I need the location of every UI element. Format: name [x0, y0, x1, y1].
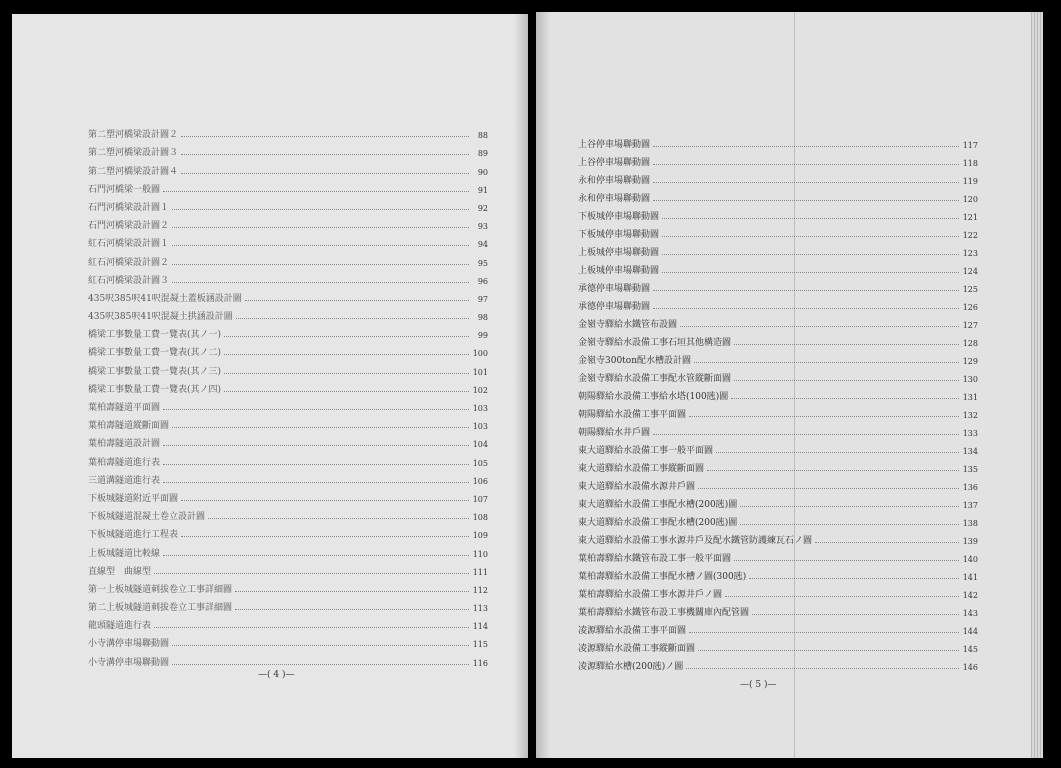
toc-entry-title: 紅石河橋梁設計圖３: [88, 275, 170, 286]
toc-entry-title: 東大道驛給水設備工事配水槽(200瓲)圖: [578, 500, 738, 510]
toc-entry-title: 上板城隧道比較線: [88, 548, 161, 559]
toc-entry-title: 朝陽驛給水井戶圖: [578, 428, 651, 438]
dot-leader: [680, 326, 959, 327]
dot-leader: [172, 209, 469, 210]
toc-entry-title: 上谷停車場聯動圖: [578, 140, 651, 150]
toc-entry: [578, 420, 978, 438]
toc-entry-page: 136: [962, 483, 978, 492]
toc-entry-title: 橋梁工事數量工費一覽表(其ノ二): [88, 348, 222, 359]
toc-entry: [578, 546, 978, 564]
toc-entry: [578, 474, 978, 492]
dot-leader: [172, 427, 469, 428]
toc-entry: [578, 258, 978, 276]
dot-leader: [662, 254, 959, 255]
toc-entry-page: 126: [962, 303, 978, 312]
dot-leader: [181, 136, 469, 137]
toc-entry-page: 127: [962, 321, 978, 330]
toc-entry-page: 94: [477, 240, 488, 250]
toc-entry-title: 第二塑河橋梁設計圖４: [88, 166, 179, 177]
dot-leader: [163, 409, 469, 410]
toc-entry-title: 三道溝隧道進行表: [88, 475, 161, 486]
toc-entry-page: 133: [962, 429, 978, 438]
toc-entry-page: 92: [477, 203, 488, 213]
toc-entry-page: 109: [472, 531, 488, 541]
toc-entry-page: 106: [472, 476, 488, 486]
toc-entry: [88, 268, 488, 286]
toc-entry: [578, 636, 978, 654]
toc-entry-title: 上板城停車場聯動圖: [578, 266, 660, 276]
dot-leader: [653, 290, 959, 291]
toc-entry-page: 117: [962, 141, 978, 150]
toc-entry: [578, 366, 978, 384]
dot-leader: [740, 506, 959, 507]
dot-leader: [181, 154, 469, 155]
dot-leader: [224, 373, 469, 374]
dot-leader: [172, 664, 469, 665]
toc-entry: [88, 559, 488, 577]
toc-entry: [578, 438, 978, 456]
toc-entry: [578, 654, 978, 672]
dot-leader: [734, 380, 959, 381]
toc-entry-title: 東大道驛給水設備工事一般平面圖: [578, 446, 714, 456]
toc-entry: [88, 486, 488, 504]
toc-entry-title: 葉柏壽隧道進行表: [88, 457, 161, 468]
dot-leader: [694, 362, 959, 363]
toc-entry-page: 103: [472, 422, 488, 432]
toc-entry: [578, 276, 978, 294]
toc-entry-page: 112: [472, 585, 488, 595]
toc-entry: [88, 213, 488, 231]
dot-leader: [235, 591, 469, 592]
toc-entry-title: 龍頭隧道進行表: [88, 621, 152, 632]
toc-entry: [578, 348, 978, 366]
dot-leader: [752, 614, 959, 615]
toc-entry-title: 石門河橋梁一般圖: [88, 184, 161, 195]
left-page: [12, 14, 528, 758]
dot-leader: [163, 482, 469, 483]
toc-entry-page: 140: [962, 555, 978, 564]
toc-entry-title: 葉柏壽隧道平面圖: [88, 403, 161, 413]
toc-entry-title: 下板城隧道混凝土卷立設計圖: [88, 512, 206, 523]
toc-entry-page: 115: [472, 640, 488, 650]
toc-entry: [88, 177, 488, 195]
toc-entry-page: 144: [962, 627, 978, 636]
dot-leader: [245, 300, 469, 301]
toc-entry-title: 第二上板城隧道刺拔卷立工事詳細圖: [88, 603, 233, 614]
toc-entry-page: 102: [472, 385, 488, 395]
dot-leader: [181, 173, 469, 174]
toc-entry-title: 小寺溝停車場聯動圖: [88, 639, 170, 650]
toc-entry-title: 下板城隧道附近平面圖: [88, 493, 179, 504]
toc-entry-title: 下板城停車場聯動圖: [578, 230, 660, 240]
toc-entry-title: 葉柏壽驛給水鐵管布設工事機關庫內配管圖: [578, 608, 750, 618]
toc-entry: [578, 402, 978, 420]
toc-entry: [578, 132, 978, 150]
toc-entry: [88, 577, 488, 595]
toc-entry: [578, 528, 978, 546]
toc-entry-title: 葉柏壽驛給水鐵管布設工事一般平面圖: [578, 554, 732, 564]
toc-entry-page: 130: [962, 375, 978, 384]
toc-entry-page: 114: [472, 622, 488, 632]
toc-entry-page: 128: [962, 339, 978, 348]
toc-entry-title: 小寺溝停車場聯動圖: [88, 657, 170, 668]
toc-entry-page: 96: [477, 276, 488, 286]
toc-entry-title: 橋梁工事數量工費一覽表(其ノ三): [88, 366, 222, 377]
toc-entry-page: 110: [472, 549, 488, 559]
dot-leader: [163, 464, 469, 465]
toc-entry-page: 105: [472, 458, 488, 468]
dot-leader: [689, 416, 959, 417]
toc-entry-page: 101: [472, 367, 488, 377]
toc-entry: [88, 231, 488, 249]
toc-entry-page: 139: [962, 537, 978, 546]
toc-entry: [578, 312, 978, 330]
toc-entry: [88, 395, 488, 413]
toc-entry-title: 葉柏壽隧道縱斷面圖: [88, 421, 170, 432]
toc-entry-page: 125: [962, 285, 978, 294]
toc-entry-title: 凌源驛給水槽(200瓲)ノ圖: [578, 662, 684, 672]
toc-entry: [578, 168, 978, 186]
toc-entry-title: 435呎385呎41呎混凝土拱涵設計圖: [88, 312, 233, 323]
toc-entry: [578, 618, 978, 636]
toc-entry: [88, 449, 488, 467]
dot-leader: [698, 650, 959, 651]
toc-entry: [578, 564, 978, 582]
toc-entry-page: 119: [962, 177, 978, 186]
dot-leader: [740, 524, 959, 525]
dot-leader: [815, 542, 959, 543]
right-page-number: —( 5 )—: [740, 680, 777, 690]
dot-leader: [235, 609, 469, 610]
toc-entry: [88, 540, 488, 558]
toc-entry: [88, 249, 488, 267]
toc-entry-page: 131: [962, 393, 978, 402]
toc-entry-title: 葉柏壽驛給水設備工事水源井戶ノ圖: [578, 590, 723, 600]
toc-entry: [88, 468, 488, 486]
toc-entry: [578, 582, 978, 600]
toc-entry-title: 紅石河橋梁設計圖１: [88, 239, 170, 250]
toc-entry: [88, 522, 488, 540]
toc-entry-page: 141: [962, 573, 978, 582]
toc-entry: [578, 222, 978, 240]
toc-entry: [578, 456, 978, 474]
right-spine-shadow: [536, 12, 550, 758]
toc-entry-page: 95: [477, 258, 488, 268]
dot-leader: [653, 164, 959, 165]
toc-entry-page: 137: [962, 501, 978, 510]
toc-entry: [88, 413, 488, 431]
toc-entry-title: 金嶺寺300ton配水槽設計圖: [578, 356, 692, 366]
toc-entry: [88, 286, 488, 304]
toc-entry: [578, 492, 978, 510]
left-spine-shadow: [514, 14, 528, 758]
toc-entry-page: 90: [477, 167, 488, 177]
toc-entry-title: 435呎385呎41呎混凝土蓋板涵設計圖: [88, 293, 242, 304]
toc-entry: [88, 304, 488, 322]
toc-entry-page: 134: [962, 447, 978, 456]
toc-entry-page: 138: [962, 519, 978, 528]
dot-leader: [172, 245, 469, 246]
toc-entry-title: 紅石河橋梁設計圖２: [88, 257, 170, 268]
toc-entry: [88, 613, 488, 631]
book-fore-edge: [1031, 12, 1043, 758]
toc-entry-page: 145: [962, 645, 978, 654]
toc-entry: [578, 600, 978, 618]
toc-entry: [578, 240, 978, 258]
toc-entry-page: 103: [472, 404, 488, 413]
toc-entry-page: 129: [962, 357, 978, 366]
dot-leader: [172, 645, 469, 646]
toc-entry-title: 橋梁工事數量工費一覽表(其ノ四): [88, 384, 222, 395]
toc-entry-title: 承德停車場聯動圖: [578, 284, 651, 294]
dot-leader: [172, 227, 469, 228]
toc-entry-page: 121: [962, 213, 978, 222]
toc-entry-title: 第二塑河橋梁設計圖２: [88, 130, 179, 141]
toc-entry-page: 88: [477, 131, 488, 141]
toc-entry-page: 99: [477, 331, 488, 341]
dot-leader: [725, 596, 959, 597]
dot-leader: [749, 578, 959, 579]
toc-entry-page: 108: [472, 513, 488, 523]
toc-entry: [578, 294, 978, 312]
toc-entry-page: 123: [962, 249, 978, 258]
dot-leader: [716, 452, 959, 453]
toc-entry: [88, 649, 488, 667]
toc-entry-page: 135: [962, 465, 978, 474]
toc-entry: [88, 140, 488, 158]
toc-entry-title: 永和停車場聯動圖: [578, 176, 651, 186]
toc-entry-page: 104: [472, 440, 488, 450]
dot-leader: [172, 264, 469, 265]
toc-entry: [578, 384, 978, 402]
dot-leader: [734, 344, 959, 345]
toc-entry-title: 第一上板城隧道刺拔卷立工事詳細圖: [88, 584, 233, 595]
toc-entry: [88, 595, 488, 613]
toc-entry-title: 金嶺寺驛給水設備工事配水管縱斷面圖: [578, 374, 732, 384]
toc-entry-page: 146: [962, 663, 978, 672]
toc-entry-title: 葉柏壽驛給水設備工事配水槽ノ圖(300瓲): [578, 572, 747, 582]
dot-leader: [163, 191, 469, 192]
dot-leader: [163, 555, 469, 556]
toc-entry-page: 98: [477, 313, 488, 323]
toc-entry-title: 石門河橋梁設計圖１: [88, 202, 170, 213]
dot-leader: [707, 470, 959, 471]
dot-leader: [181, 536, 469, 537]
toc-entry-page: 97: [477, 294, 488, 304]
toc-entry-page: 132: [962, 411, 978, 420]
toc-entry-page: 143: [962, 609, 978, 618]
dot-leader: [653, 200, 959, 201]
toc-entry: [88, 158, 488, 176]
dot-leader: [653, 146, 959, 147]
left-page-number: —( 4 )—: [258, 670, 295, 680]
dot-leader: [236, 318, 469, 319]
toc-entry-title: 上板城停車場聯動圖: [578, 248, 660, 258]
toc-entry-title: 上谷停車場聯動圖: [578, 158, 651, 168]
toc-entry-title: 東大道驛給水設備工事縱斷面圖: [578, 464, 705, 474]
toc-entry-page: 111: [472, 567, 488, 577]
toc-entry-page: 100: [472, 349, 488, 359]
toc-entry: [88, 504, 488, 522]
toc-entry: [88, 195, 488, 213]
dot-leader: [181, 500, 469, 501]
toc-entry-page: 91: [477, 185, 488, 195]
toc-entry-title: 下板城隧道進行工程表: [88, 530, 179, 541]
dot-leader: [208, 518, 469, 519]
toc-entry-page: 93: [477, 222, 488, 232]
toc-entry-title: 東大道驛給水設備工事水源井戶及配水鐵管防護練瓦石ノ圖: [578, 536, 813, 546]
toc-entry-title: 葉柏壽隧道設計圖: [88, 439, 161, 450]
dot-leader: [662, 218, 959, 219]
dot-leader: [662, 272, 959, 273]
dot-leader: [662, 236, 959, 237]
toc-entry-title: 直線型 曲線型: [88, 566, 152, 577]
toc-entry-title: 下板城停車場聯動圖: [578, 212, 660, 222]
toc-entry-title: 東大道驛給水設備工事配水槽(200瓲)圖: [578, 518, 738, 528]
toc-entry: [578, 186, 978, 204]
toc-entry-page: 122: [962, 231, 978, 240]
toc-entry-title: 永和停車場聯動圖: [578, 194, 651, 204]
toc-entry-page: 142: [962, 591, 978, 600]
toc-entry: [88, 431, 488, 449]
dot-leader: [686, 668, 959, 669]
toc-entry-page: 120: [962, 195, 978, 204]
toc-entry-page: 113: [472, 604, 488, 614]
toc-entry-title: 承德停車場聯動圖: [578, 302, 651, 312]
left-toc-list: [88, 122, 488, 668]
toc-entry-title: 凌源驛給水設備工事縱斷面圖: [578, 644, 696, 654]
toc-entry: [88, 322, 488, 340]
dot-leader: [689, 632, 959, 633]
right-toc-list: [578, 132, 978, 672]
toc-entry-title: 朝陽驛給水設備工事給水塔(100瓲)圖: [578, 392, 729, 402]
toc-entry: [578, 150, 978, 168]
toc-entry: [88, 358, 488, 376]
toc-entry: [578, 330, 978, 348]
toc-entry-page: 118: [962, 159, 978, 168]
toc-entry-page: 116: [472, 658, 488, 668]
toc-entry-title: 朝陽驛給水設備工事平面圖: [578, 410, 687, 420]
toc-entry: [578, 204, 978, 222]
dot-leader: [154, 627, 469, 628]
toc-entry-title: 橋梁工事數量工費一覽表(其ノ一): [88, 330, 222, 341]
toc-entry-title: 第二塑河橋梁設計圖３: [88, 148, 179, 159]
right-page: [536, 12, 1031, 758]
toc-entry-title: 金嶺寺驛給水鐵管布設圖: [578, 320, 678, 330]
dot-leader: [163, 445, 469, 446]
toc-entry: [88, 122, 488, 140]
dot-leader: [224, 354, 469, 355]
toc-entry: [88, 377, 488, 395]
dot-leader: [734, 560, 959, 561]
dot-leader: [731, 398, 959, 399]
dot-leader: [224, 391, 469, 392]
toc-entry-page: 89: [477, 149, 488, 159]
toc-entry: [578, 510, 978, 528]
toc-entry-title: 東大道驛給水設備水源井戶圖: [578, 482, 696, 492]
dot-leader: [172, 282, 469, 283]
dot-leader: [653, 308, 959, 309]
toc-entry-title: 金嶺寺驛給水設備工事石垣其他構造圖: [578, 338, 732, 348]
dot-leader: [653, 182, 959, 183]
dot-leader: [698, 488, 959, 489]
toc-entry: [88, 340, 488, 358]
dot-leader: [154, 573, 469, 574]
toc-entry: [88, 631, 488, 649]
toc-entry-title: 凌源驛給水設備工事平面圖: [578, 626, 687, 636]
dot-leader: [224, 336, 469, 337]
dot-leader: [653, 434, 959, 435]
toc-entry-page: 124: [962, 267, 978, 276]
toc-entry-page: 107: [472, 494, 488, 504]
toc-entry-title: 石門河橋梁設計圖２: [88, 221, 170, 232]
